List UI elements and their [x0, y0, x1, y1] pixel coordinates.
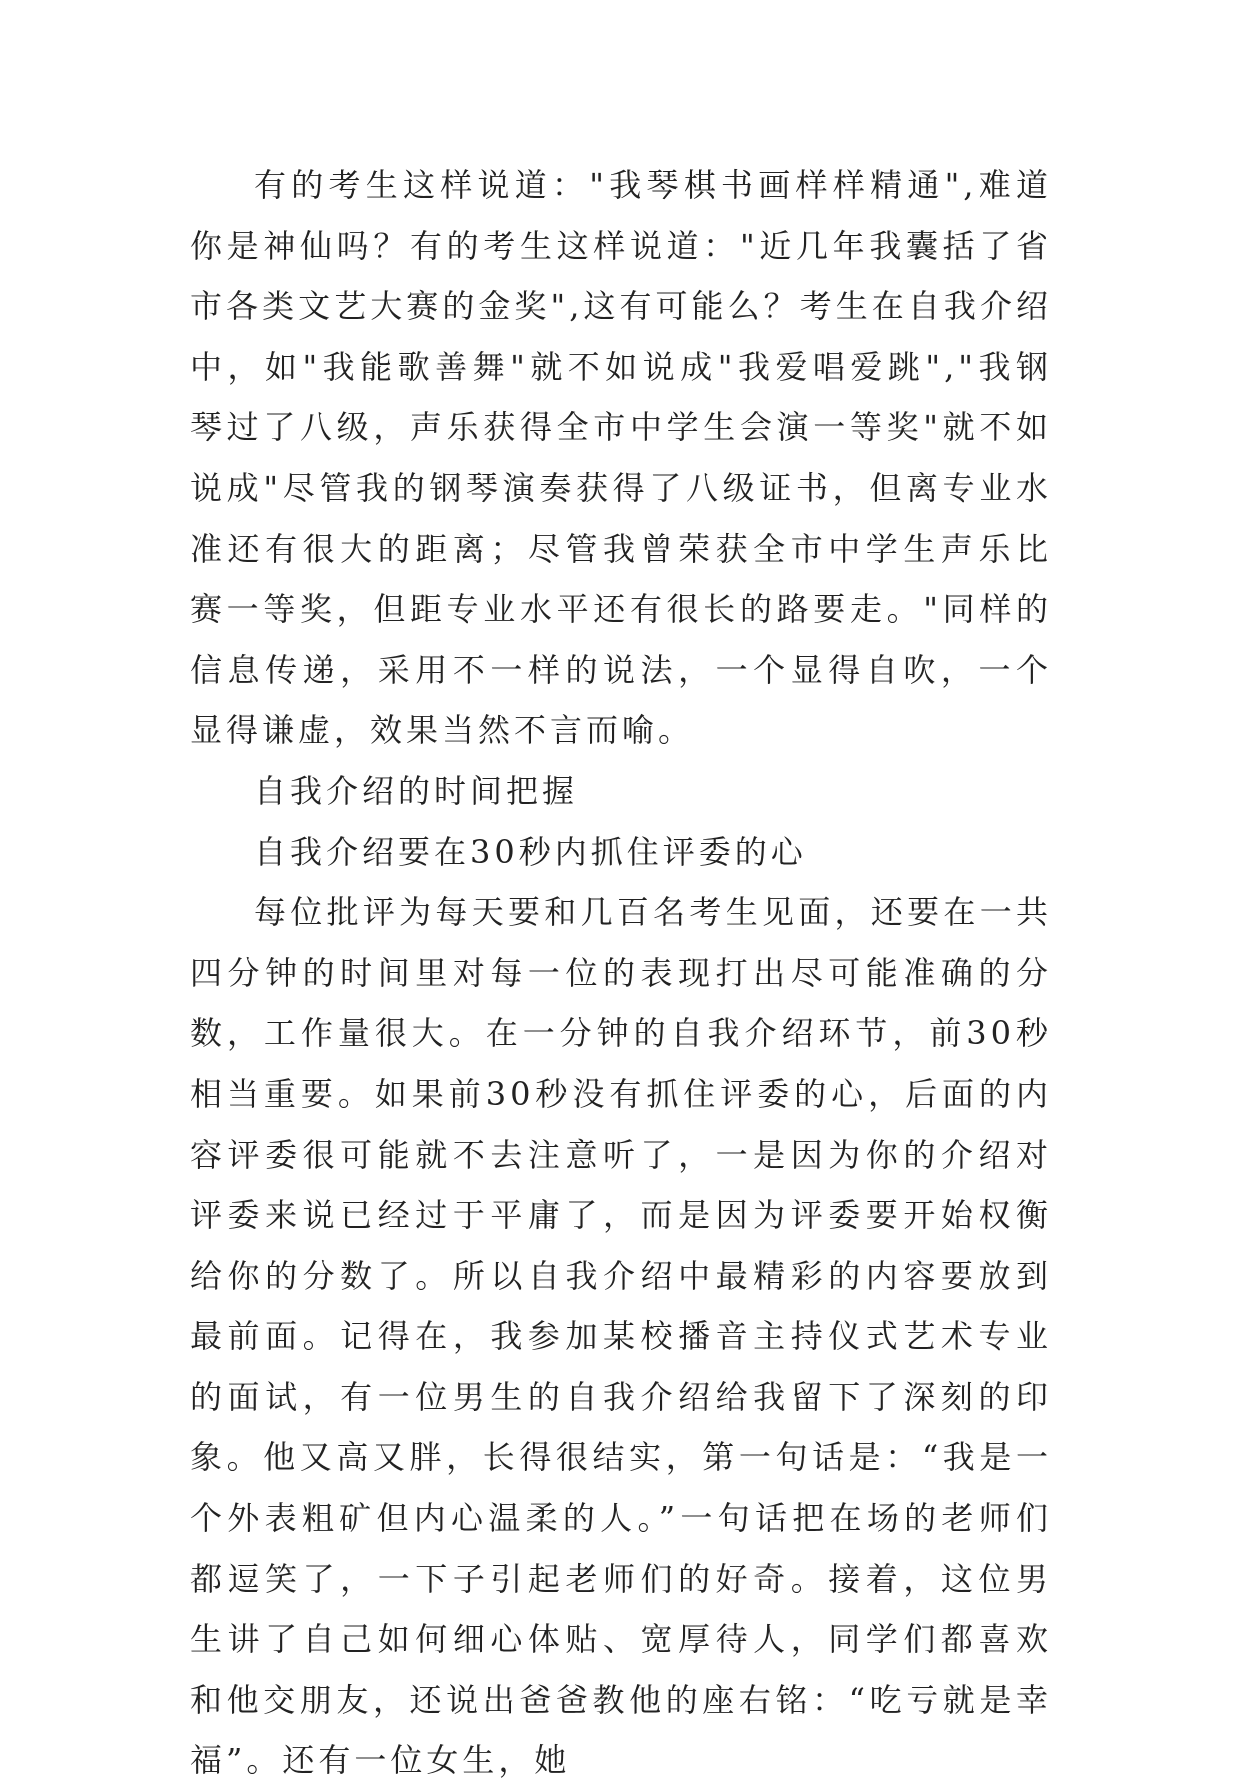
document-body [190, 155, 1052, 1791]
paragraph-examples: 有的考生这样说道："我琴棋书画样样精通",难道你是神仙吗？有的考生这样说道："近几年我囊括了省市各类文艺大赛的金奖",这有可能么？考生在自我介绍中，如"我能歌善舞"就不如说成"我爱唱爱跳","我钢琴过了八级，声乐获得全市中学生会演一等奖"就不如说成"尽管我的钢琴演奏获得了八级证书，但离专业水准还有很大的距离；尽管我曾荣获全市中学生声乐比赛一等奖，但距专业水平还有很长的路要走。"同样的信息传递，采用不一样的说法，一个显得自吹，一个显得谦虚，效果当然不言而喻。 [190, 166, 1052, 750]
subheading-30-seconds: 自我介绍要在30秒内抓住评委的心 [254, 832, 807, 871]
paragraph-judges: 每位批评为每天要和几百名考生见面，还要在一共四分钟的时间里对每一位的表现打出尽可能准确的分数，工作量很大。在一分钟的自我介绍环节，前30秒相当重要。如果前30秒没有抓住评委的心，后面的内容评委很可能就不去注意听了，一是因为你的介绍对评委来说已经过于平庸了，而是因为评委要开始权衡给你的分数了。所以自我介绍中最精彩的内容要放到最前面。记得在，我参加某校播音主持仪式艺术专业的面试，有一位男生的自我介绍给我留下了深刻的印象。他又高又胖，长得很结实，第一句话是：“我是一个外表粗矿但内心温柔的人。”一句话把在场的老师们都逗笑了，一下子引起老师们的好奇。接着，这位男生讲了自己如何细心体贴、宽厚待人，同学们都喜欢和他交朋友，还说出爸爸教他的座右铭：“吃亏就是幸福”。还有一位女生，她 [190, 893, 1052, 1780]
section-heading-time: 自我介绍的时间把握 [254, 771, 579, 810]
